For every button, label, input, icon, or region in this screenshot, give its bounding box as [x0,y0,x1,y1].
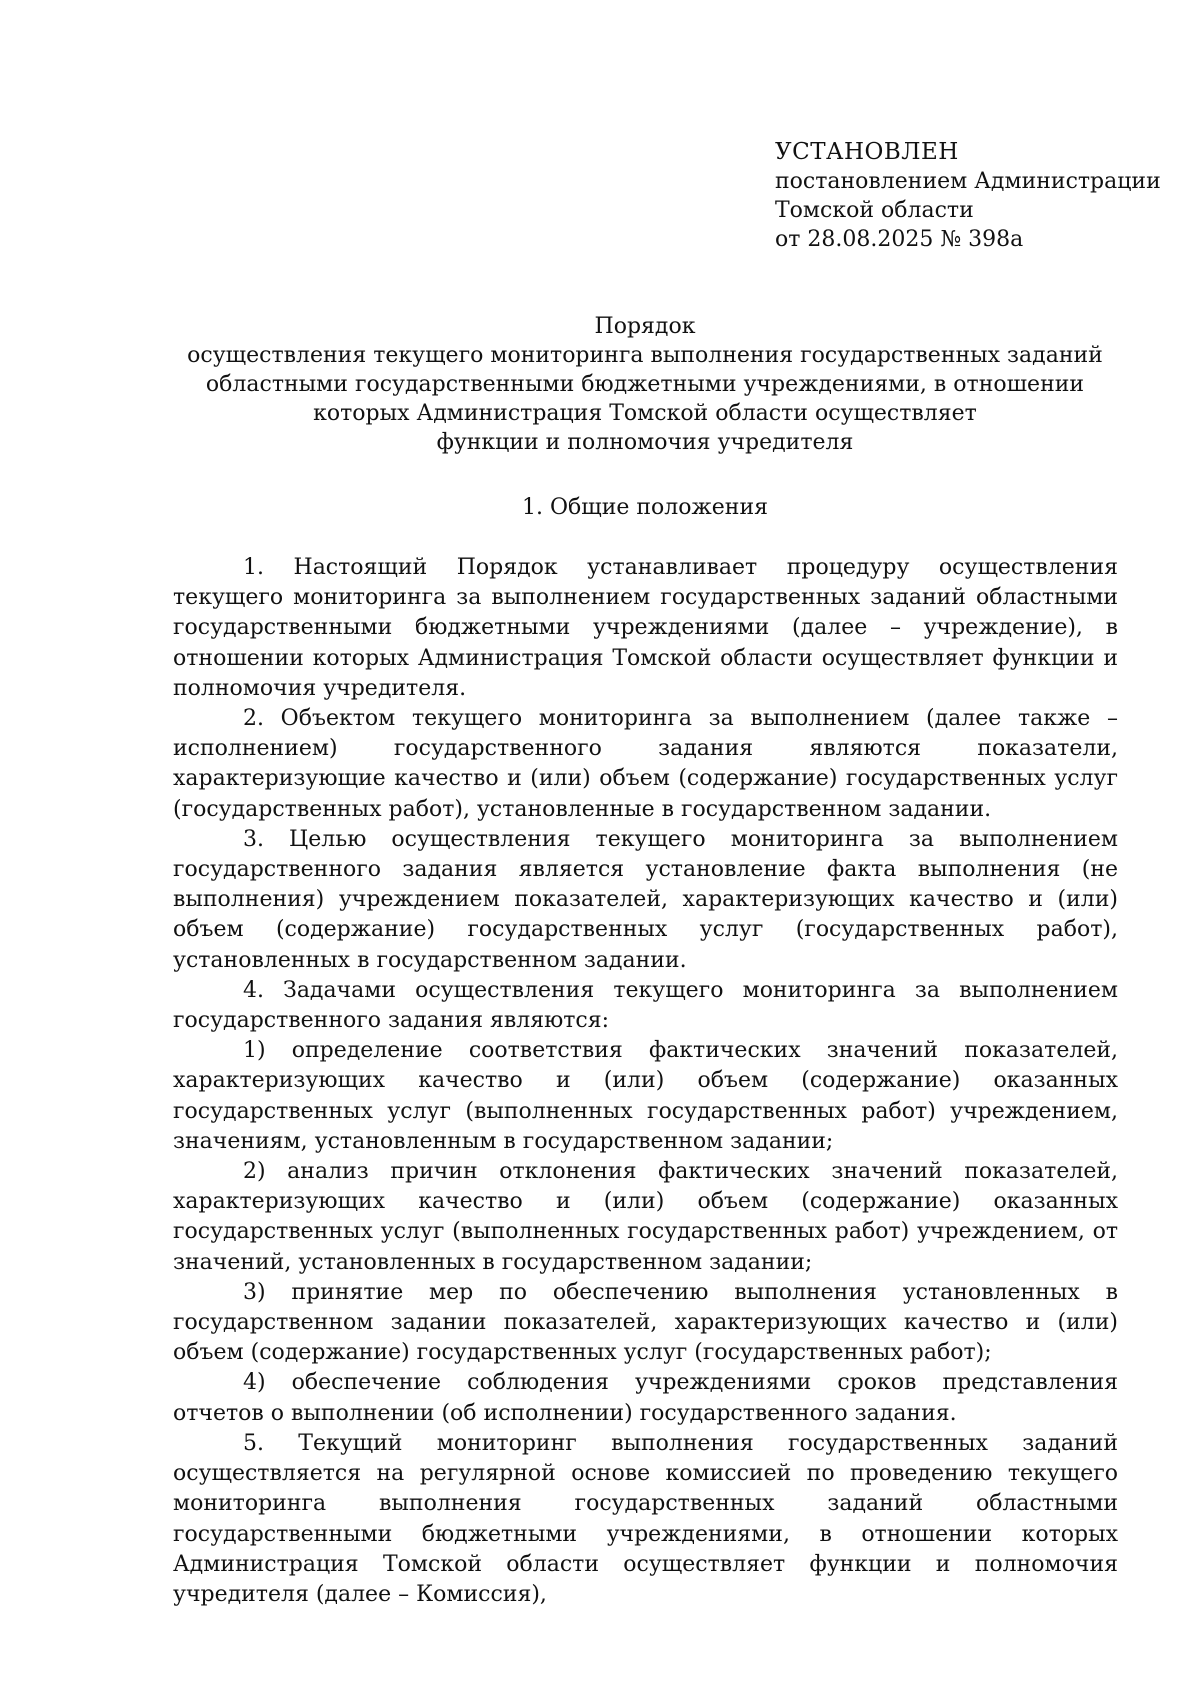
section-heading: 1. Общие положения [522,495,768,520]
approval-line: Томской области [775,198,974,223]
approval-title: УСТАНОВЛЕН [775,139,959,165]
paragraph-5: 5. Текущий мониторинг выполнения государственных заданий осуществляется на регулярной основе комиссией по проведению текущего мониторинга выполнения государственных заданий областными государственными бюджетными учреждениями, в отношении которых Администрация Томской области осуществляет функции и полномочия учредителя (далее – Комиссия), [173,1430,1118,1607]
list-item-4: 4) обеспечение соблюдения учреждениями сроков представления отчетов о выполнении (об исполнении) государственного задания. [173,1370,1118,1426]
list-item-2: 2) анализ причин отклонения фактических значений показателей, характеризующих качество и (или) объем (содержание) оказанных государственных услуг (выполненных государственных работ) учреждением, от значений, установленных в государственном задании; [173,1159,1118,1275]
paragraph-4: 4. Задачами осуществления текущего мониторинга за выполнением государственного задания являются: [173,977,1118,1034]
approval-date-number: от 28.08.2025 № 398а [775,227,1024,252]
title-line: областными государственными бюджетными учреждениями, в отношении [205,372,1085,397]
document-title [150,312,1140,457]
document-body [173,553,1118,1610]
title-line: Порядок [594,314,696,339]
paragraph-3: 3. Целью осуществления текущего мониторинга за выполнением государственного задания является установление факта выполнения (не выполнения) учреждением показателей, характеризующих качество и (или) объем (содержание) государственных услуг (государственных работ), установленных в государственном задании. [173,826,1118,973]
list-item-1: 1) определение соответствия фактических значений показателей, характеризующих качество и (или) объем (содержание) оказанных государственных услуг (выполненных государственных работ) учреждением, значениям, установленным в государственном задании; [173,1038,1118,1154]
list-item-3: 3) принятие мер по обеспечению выполнения установленных в государственном задании показателей, характеризующих качество и (или) объем (содержание) государственных услуг (государственных работ); [173,1279,1118,1366]
title-line: осуществления текущего мониторинга выполнения государственных заданий [187,343,1103,368]
approval-line: постановлением Администрации [775,169,1161,194]
title-line: функции и полномочия учредителя [436,430,854,455]
paragraph-2: 2. Объектом текущего мониторинга за выполнением (далее также – исполнением) государственного задания являются показатели, характеризующие качество и (или) объем (содержание) государственных услуг (государственных работ), установленные в государственном задании. [173,706,1118,822]
title-line: которых Администрация Томской области осуществляет [313,401,977,426]
approval-stamp [775,138,1161,254]
paragraph-1: 1. Настоящий Порядок устанавливает процедуру осуществления текущего мониторинга за выполнением государственных заданий областными государственными бюджетными учреждениями (далее – учреждение), в отношении которых Администрация Томской области осуществляет функции и полномочия учредителя. [173,555,1118,701]
